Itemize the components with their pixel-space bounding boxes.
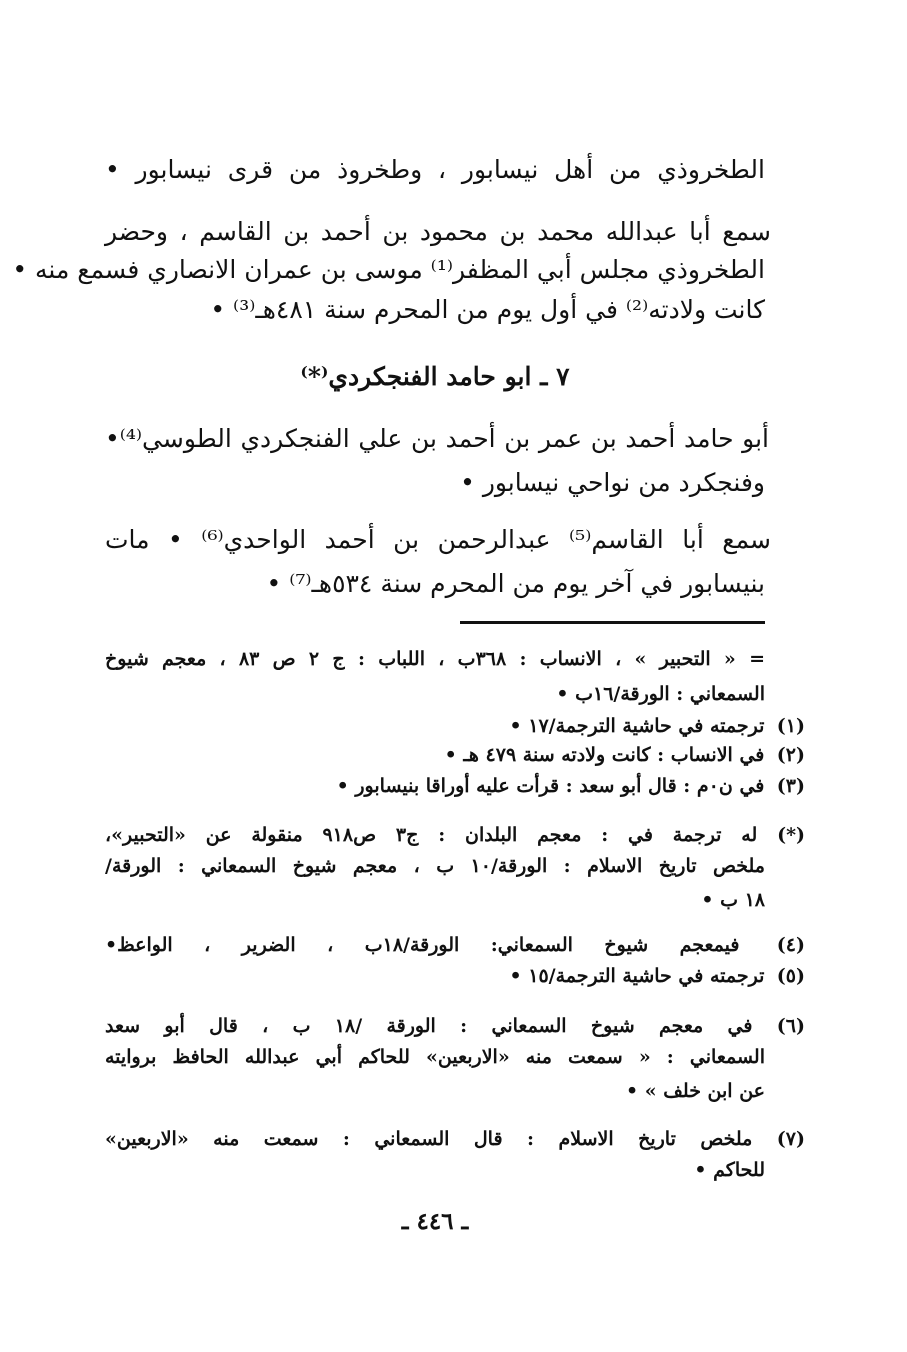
footnote-cont-2: السمعاني : الورقة/١٦ب • [556, 683, 765, 705]
footnote-6-line-1: (٦) في معجم شيوخ السمعاني : الورقة /١٨ ب ، قال أبو سعد [105, 1015, 806, 1037]
footnote-text: فيمعجم شيوخ السمعاني: الورقة/١٨ب ، الضرير ، الواعظ• [105, 934, 740, 956]
footnote-7-line-1: (٧) ملخص تاريخ الاسلام : قال السمعاني : سمعت منه «الاربعين» [105, 1128, 805, 1150]
body-line-2: سمع أبا عبدالله محمد بن محمود بن أحمد بن القاسم ، وحضر [105, 217, 771, 246]
footnote-5 [105, 962, 805, 990]
footnote-text: ترجمته في حاشية الترجمة/١٥ • [509, 965, 765, 987]
footnote-separator [460, 621, 765, 624]
footnote-star-1: (*) له ترجمة في : معجم البلدان : ج٣ ص٩١٨ منقولة عن «التحبير»، [105, 824, 805, 846]
entry-line-4: بنيسابور في آخر يوم من المحرم سنة ٥٣٤هـ⁽⁷⁾ • [266, 569, 765, 598]
footnote-6-line-2: السمعاني : « سمعت منه «الاربعين» للحاكم أبي عبدالله الحافظ بروايته [105, 1046, 765, 1068]
footnote-text: ترجمته في حاشية الترجمة/١٧ • [509, 715, 765, 737]
footnote-cont-1: = « التحبير » ، الانساب : ٣٦٨ب ، اللباب : ج ٢ ص ٨٣ ، معجم شيوخ [105, 648, 765, 670]
footnote-4 [105, 931, 805, 959]
body-line-3: الطخروذي مجلس أبي المظفر⁽¹⁾ موسى بن عمران الانصاري فسمع منه • [12, 255, 765, 284]
footnote-number: (٣) [776, 775, 805, 797]
body-line-4: كانت ولادته⁽²⁾ في أول يوم من المحرم سنة ٤٨١هـ⁽³⁾ • [210, 295, 765, 324]
footnote-star-2: ملخص تاريخ الاسلام : الورقة/١٠ ب ، معجم شيوخ السمعاني : الورقة/ [105, 855, 765, 877]
page [12, 0, 806, 1352]
page-number: ـ ٤٤٦ ـ [401, 1208, 469, 1235]
footnote-number: (٤) [776, 934, 805, 956]
body-line-1: الطخروذي من أهل نيسابور ، وطخروذ من قرى نيسابور • [105, 155, 765, 184]
footnote-number: (٢) [776, 744, 805, 766]
footnote-6-line-3: عن ابن خلف » • [625, 1080, 765, 1102]
entry-heading: ٧ ـ ابو حامد الفنجكردي⁽*⁾ [300, 362, 570, 391]
footnote-number: (٥) [776, 965, 805, 987]
footnote-star-3: ١٨ ب • [701, 889, 765, 911]
entry-line-3: سمع أبا القاسم⁽⁵⁾ عبدالرحمن بن أحمد الواحدي⁽⁶⁾ • مات [105, 525, 771, 554]
entry-line-2: وفنجكرد من نواحي نيسابور • [460, 468, 765, 497]
footnote-2 [105, 741, 805, 769]
footnote-text: في ن٠م : قال أبو سعد : قرأت عليه أوراقا بنيسابور • [336, 775, 765, 797]
footnote-number: (١) [776, 715, 805, 737]
footnote-3 [105, 772, 805, 800]
footnote-7-line-2: للحاكم • [694, 1159, 765, 1181]
footnote-text: في الانساب : كانت ولادته سنة ٤٧٩ هـ • [444, 744, 765, 766]
entry-line-1: أبو حامد أحمد بن عمر بن أحمد بن علي الفنجكردي الطوسي⁽⁴⁾• [105, 424, 769, 453]
footnote-1 [105, 712, 805, 740]
